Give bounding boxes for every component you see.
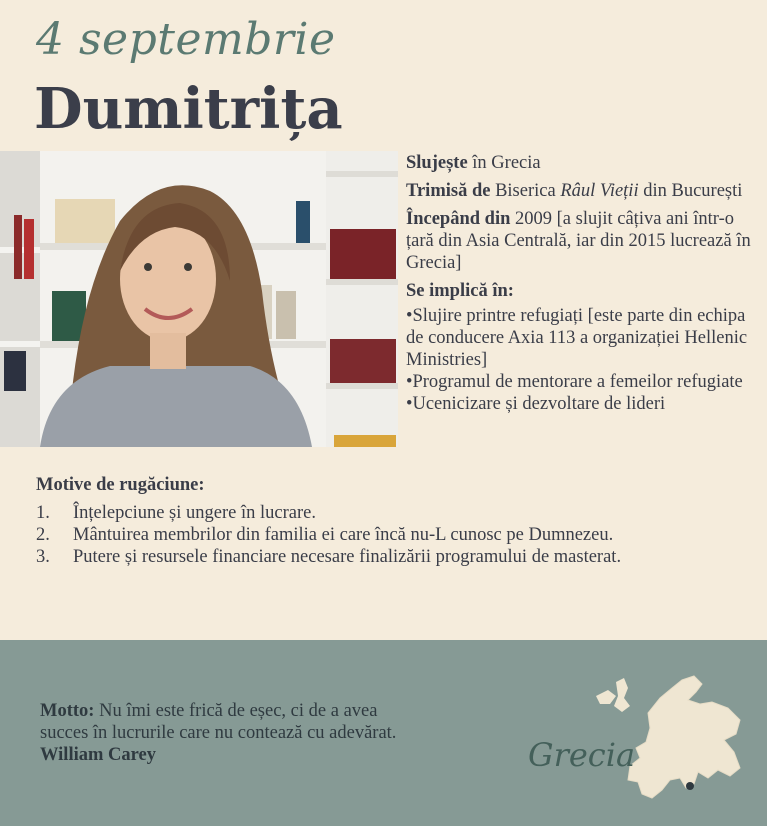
serves-text: în Grecia bbox=[467, 153, 541, 173]
list-item bbox=[36, 524, 736, 546]
prayer-section bbox=[36, 474, 736, 568]
since-text: 2009 [a slujit câțiva ani într-o țară din Asia Centrală, iar din 2015 lucrează în Grecia] bbox=[406, 209, 751, 273]
item-text: Înțelepciune și ungere în lucrare. bbox=[73, 503, 316, 523]
item-text: Mântuirea membrilor din familia ei care încă nu-L cunosc pe Dumnezeu. bbox=[73, 525, 614, 545]
sent-text: Biserica bbox=[490, 181, 561, 201]
item-number: 2. bbox=[36, 525, 50, 545]
involved-heading bbox=[406, 280, 766, 302]
prayer-title: Motive de rugăciune: bbox=[36, 475, 205, 495]
motto bbox=[40, 700, 410, 766]
since-line bbox=[406, 208, 766, 274]
prayer-list bbox=[36, 502, 736, 568]
motto-label: Motto: bbox=[40, 701, 95, 721]
list-item: •Slujire printre refugiați [este parte din echipa de conducere Axia 113 a organizației Hellenic Ministries] bbox=[406, 306, 748, 370]
missionary-info bbox=[406, 152, 766, 415]
item-number: 1. bbox=[36, 503, 50, 523]
involved-label: Se implică în: bbox=[406, 281, 514, 301]
serves-line bbox=[406, 152, 766, 174]
sent-line bbox=[406, 180, 766, 202]
item-number: 3. bbox=[36, 547, 50, 567]
list-item: •Programul de mentorare a femeilor refugiate bbox=[406, 372, 743, 392]
serves-label: Slujește bbox=[406, 153, 468, 173]
list-item bbox=[36, 502, 736, 524]
since-label: Începând din bbox=[406, 209, 511, 229]
item-text: Putere și resursele financiare necesare finalizării programului de masterat. bbox=[73, 547, 622, 567]
list-item bbox=[36, 546, 736, 568]
person-name: Dumitrița bbox=[34, 76, 343, 142]
involved-list bbox=[406, 305, 766, 415]
footer-band bbox=[0, 640, 767, 826]
church-name: Râul Vieții bbox=[560, 181, 639, 201]
portrait-photo bbox=[0, 151, 398, 447]
motto-author: William Carey bbox=[40, 745, 156, 765]
sent-label: Trimisă de bbox=[406, 181, 491, 201]
country-label: Grecia bbox=[528, 736, 636, 774]
date-heading: 4 septembrie bbox=[36, 14, 336, 65]
sent-city: din București bbox=[638, 181, 743, 201]
motto-text: Nu îmi este frică de eșec, ci de a avea succes în lucrurile care nu contează cu adevărat. bbox=[40, 701, 397, 743]
list-item: •Ucenicizare și dezvoltare de lideri bbox=[406, 394, 666, 414]
